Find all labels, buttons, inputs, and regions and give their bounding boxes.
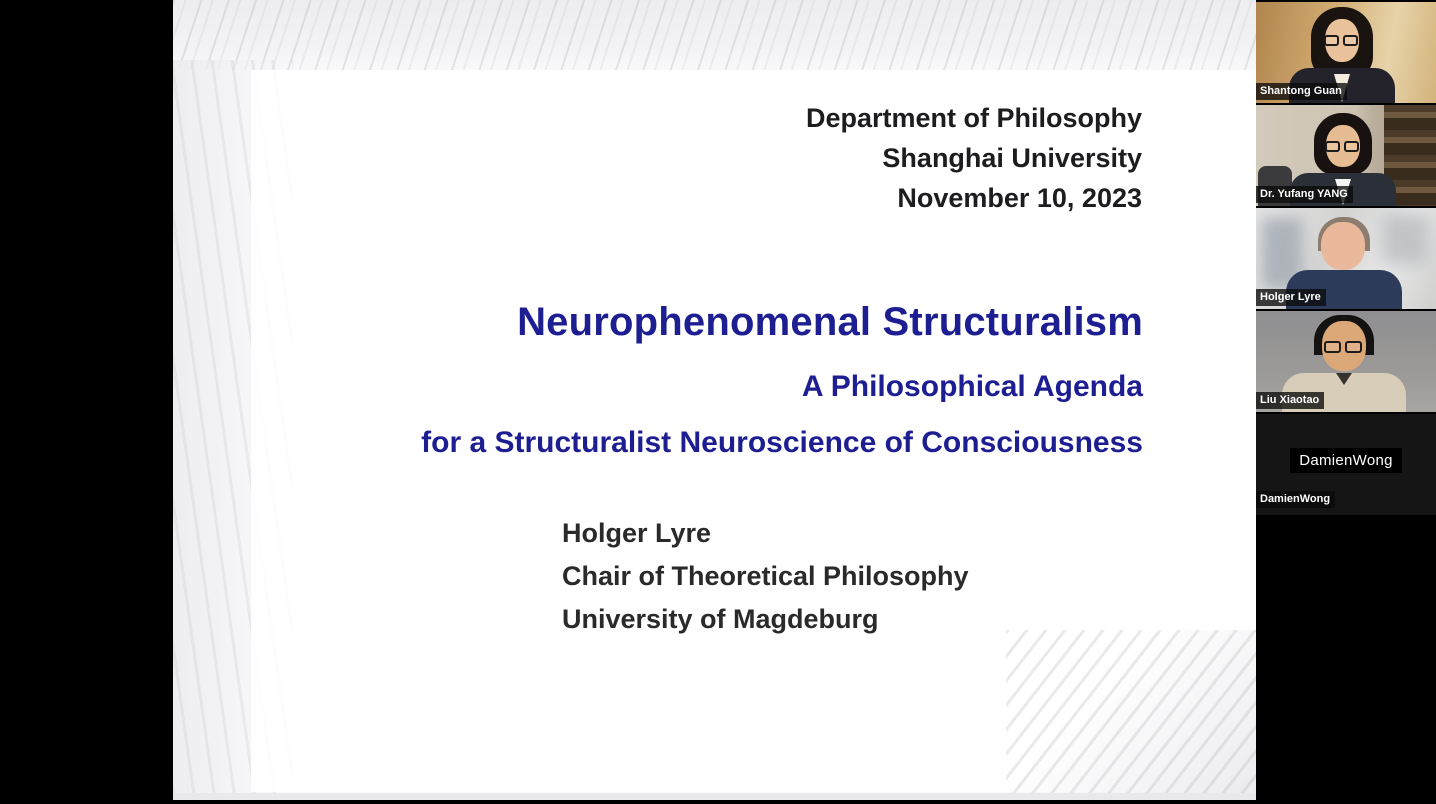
participant-name-label: Dr. Yufang YANG xyxy=(1256,186,1353,203)
date-line: November 10, 2023 xyxy=(897,183,1142,213)
participant-video-tile[interactable] xyxy=(1256,208,1436,309)
participant-name-label: Shantong Guan xyxy=(1256,83,1347,100)
avatar-face xyxy=(1321,222,1365,270)
participant-video-tile[interactable] xyxy=(1256,105,1436,206)
avatar-glasses xyxy=(1325,141,1359,152)
participant-video-tile[interactable] xyxy=(1256,311,1436,412)
slide-feather-texture-corner xyxy=(1006,630,1256,800)
slide-bottom-strip xyxy=(173,793,1256,800)
presenter-name: Holger Lyre xyxy=(562,518,712,548)
presenter-block xyxy=(562,512,969,641)
avatar-glasses xyxy=(1324,35,1358,46)
slide-feather-texture-top xyxy=(173,0,1256,70)
camera-off-display-name: DamienWong xyxy=(1290,448,1402,473)
participant-name-label: Liu Xiaotao xyxy=(1256,392,1324,409)
shared-screen-slide xyxy=(173,0,1256,800)
participant-name-label: Holger Lyre xyxy=(1256,289,1326,306)
blurred-background-shape xyxy=(1382,214,1428,264)
avatar-glasses xyxy=(1324,341,1362,353)
slide-title: Neurophenomenal Structuralism xyxy=(517,300,1143,344)
slide-subtitle-1: A Philosophical Agenda xyxy=(801,370,1143,403)
university-line: Shanghai University xyxy=(882,143,1142,173)
participant-video-tile-camera-off[interactable] xyxy=(1256,414,1436,515)
department-line: Department of Philosophy xyxy=(805,103,1142,133)
participant-video-tile[interactable] xyxy=(1256,2,1436,103)
slide-header-block xyxy=(806,98,1142,218)
participants-panel xyxy=(1256,0,1436,804)
presenter-role: Chair of Theoretical Philosophy xyxy=(562,561,969,591)
participant-name-label: DamienWong xyxy=(1256,491,1335,508)
slide-subtitle-2: for a Structuralist Neuroscience of Consciousness xyxy=(421,426,1143,459)
presenter-affiliation: University of Magdeburg xyxy=(562,604,879,634)
